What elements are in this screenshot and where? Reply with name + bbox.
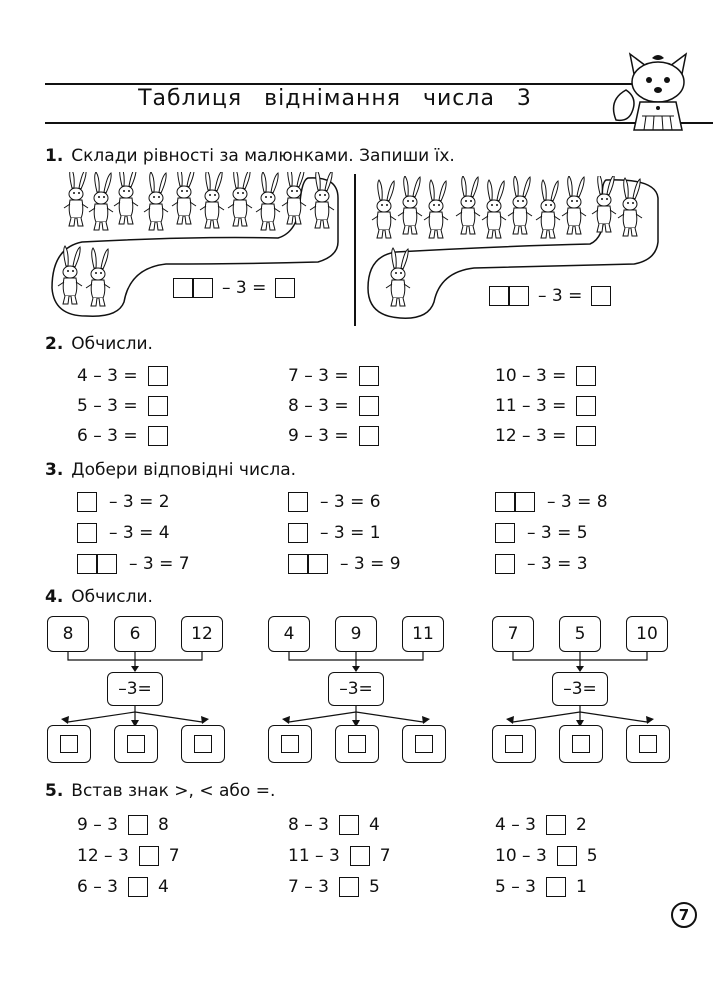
equation-text: – 3 = 2 [109, 492, 170, 512]
equation-text: – 3 = 3 [527, 554, 588, 574]
answer-box[interactable] [350, 846, 370, 866]
expression-text: 8 – 3 = [288, 396, 349, 416]
answer-box[interactable] [415, 735, 433, 753]
answer-box[interactable] [139, 846, 159, 866]
answer-box[interactable] [576, 366, 596, 386]
answer-box[interactable] [77, 492, 97, 512]
expression-text: 4 – 3 = [77, 366, 138, 386]
answer-box[interactable] [148, 396, 168, 416]
equation-row [288, 523, 381, 543]
answer-box[interactable] [495, 554, 515, 574]
answer-box[interactable] [572, 735, 590, 753]
expression-row [495, 366, 596, 386]
answer-box[interactable] [495, 523, 515, 543]
number-box: 9 [335, 616, 377, 652]
equation-text: – 3 = 4 [109, 523, 170, 543]
result-box [626, 725, 670, 763]
answer-box[interactable] [348, 735, 366, 753]
comparison-right: 4 [368, 815, 380, 835]
equation-text: – 3 = 5 [527, 523, 588, 543]
number-box: 11 [402, 616, 444, 652]
equation-text: – 3 = 8 [547, 492, 608, 512]
result-box [181, 725, 225, 763]
comparison-right: 1 [575, 877, 587, 897]
comparison-left: 6 – 3 [77, 877, 118, 897]
answer-box[interactable] [546, 815, 566, 835]
equation-row [77, 554, 190, 574]
comparison-right: 7 [379, 846, 391, 866]
answer-box[interactable] [339, 877, 359, 897]
answer-box[interactable] [148, 426, 168, 446]
answer-box[interactable] [576, 426, 596, 446]
comparison-left: 12 – 3 [77, 846, 129, 866]
page-title: Таблиця віднімання числа 3 [138, 86, 532, 111]
answer-box[interactable] [495, 492, 515, 512]
comparison-row [495, 815, 587, 835]
number-box: 12 [181, 616, 223, 652]
answer-box[interactable] [359, 396, 379, 416]
task2-heading: 2. Обчисли. [45, 334, 153, 354]
task1-number: 1. [45, 146, 64, 166]
operation-box: –3= [328, 672, 384, 706]
expression-row [495, 426, 596, 446]
answer-box[interactable] [288, 554, 308, 574]
answer-box[interactable] [60, 735, 78, 753]
expression-text: 11 – 3 = [495, 396, 567, 416]
answer-box[interactable] [97, 554, 117, 574]
comparison-row [495, 846, 598, 866]
answer-box[interactable] [489, 286, 509, 306]
task1-text: Склади рівності за малюнками. Запиши їх. [71, 146, 455, 166]
comparison-row [288, 846, 391, 866]
task1-divider [354, 174, 356, 326]
comparison-left: 11 – 3 [288, 846, 340, 866]
answer-box[interactable] [509, 286, 529, 306]
answer-box[interactable] [173, 278, 193, 298]
task4-heading: 4. Обчисли. [45, 587, 153, 607]
result-box [402, 725, 446, 763]
number-box: 5 [559, 616, 601, 652]
equation-text: – 3 = 6 [320, 492, 381, 512]
answer-box[interactable] [546, 877, 566, 897]
answer-box[interactable] [77, 523, 97, 543]
answer-box[interactable] [576, 396, 596, 416]
answer-box[interactable] [339, 815, 359, 835]
expression-text: 10 – 3 = [495, 366, 567, 386]
equation-row [495, 554, 588, 574]
page-number: 7 [671, 902, 697, 928]
operation-box: –3= [107, 672, 163, 706]
result-box [335, 725, 379, 763]
equation-row [495, 523, 588, 543]
comparison-left: 10 – 3 [495, 846, 547, 866]
answer-box[interactable] [505, 735, 523, 753]
expression-row [495, 396, 596, 416]
answer-box[interactable] [515, 492, 535, 512]
answer-box[interactable] [557, 846, 577, 866]
comparison-right: 4 [157, 877, 169, 897]
answer-box[interactable] [359, 366, 379, 386]
task1-equation-left: – 3 = [173, 278, 295, 298]
answer-box[interactable] [128, 877, 148, 897]
result-box [268, 725, 312, 763]
comparison-row [288, 877, 380, 897]
fox-mascot-icon [608, 50, 708, 134]
result-box [47, 725, 91, 763]
result-box [492, 725, 536, 763]
expression-row [288, 396, 379, 416]
comparison-row [77, 877, 169, 897]
task1-heading [45, 146, 455, 166]
comparison-row [77, 815, 169, 835]
comparison-row [288, 815, 380, 835]
task1-equation-right: – 3 = [489, 286, 611, 306]
comparison-right: 8 [157, 815, 169, 835]
operation-box: –3= [552, 672, 608, 706]
answer-box[interactable] [288, 523, 308, 543]
comparison-right: 2 [575, 815, 587, 835]
title-rule-top [45, 83, 645, 85]
number-box: 10 [626, 616, 668, 652]
expression-row [77, 396, 168, 416]
expression-text: 12 – 3 = [495, 426, 567, 446]
equation-text: – 3 = 9 [340, 554, 401, 574]
expression-row [288, 366, 379, 386]
answer-box[interactable] [308, 554, 328, 574]
answer-box[interactable] [639, 735, 657, 753]
task5-heading: 5. Встав знак >, < або =. [45, 781, 276, 801]
equation-text: – 3 = 1 [320, 523, 381, 543]
equation-text: – 3 = 7 [129, 554, 190, 574]
equation-row [495, 492, 608, 512]
expression-row [77, 426, 168, 446]
comparison-left: 9 – 3 [77, 815, 118, 835]
answer-box[interactable] [591, 286, 611, 306]
number-box: 7 [492, 616, 534, 652]
comparison-right: 7 [168, 846, 180, 866]
expression-row [77, 366, 168, 386]
expression-text: 6 – 3 = [77, 426, 138, 446]
answer-box[interactable] [275, 278, 295, 298]
answer-box[interactable] [359, 426, 379, 446]
comparison-left: 8 – 3 [288, 815, 329, 835]
number-box: 6 [114, 616, 156, 652]
comparison-left: 4 – 3 [495, 815, 536, 835]
comparison-row [495, 877, 587, 897]
answer-box[interactable] [193, 278, 213, 298]
equation-row [288, 492, 381, 512]
equation-row [77, 492, 170, 512]
answer-box[interactable] [128, 815, 148, 835]
comparison-right: 5 [586, 846, 598, 866]
result-box [114, 725, 158, 763]
expression-text: 5 – 3 = [77, 396, 138, 416]
answer-box[interactable] [281, 735, 299, 753]
number-box: 8 [47, 616, 89, 652]
task3-heading: 3. Добери відповідні числа. [45, 460, 297, 480]
answer-box[interactable] [288, 492, 308, 512]
comparison-left: 5 – 3 [495, 877, 536, 897]
comparison-left: 7 – 3 [288, 877, 329, 897]
equation-row [77, 523, 170, 543]
expression-text: 7 – 3 = [288, 366, 349, 386]
answer-box[interactable] [194, 735, 212, 753]
comparison-row [77, 846, 180, 866]
result-box [559, 725, 603, 763]
comparison-right: 5 [368, 877, 380, 897]
answer-box[interactable] [148, 366, 168, 386]
equation-row [288, 554, 401, 574]
number-box: 4 [268, 616, 310, 652]
expression-row [288, 426, 379, 446]
answer-box[interactable] [127, 735, 145, 753]
answer-box[interactable] [77, 554, 97, 574]
expression-text: 9 – 3 = [288, 426, 349, 446]
